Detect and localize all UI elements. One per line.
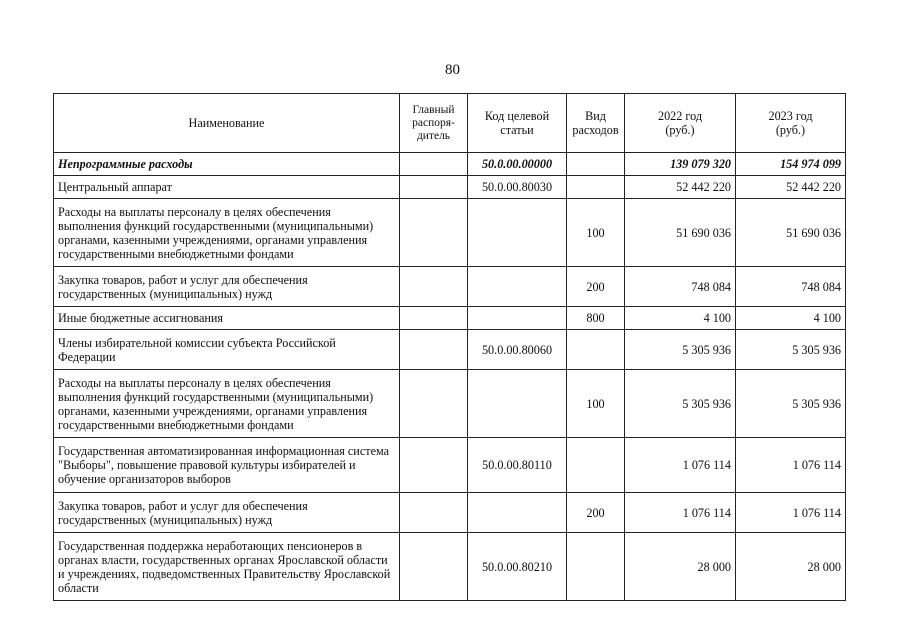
- row-amount-2023: 748 084: [736, 267, 846, 307]
- row-main-manager: [400, 176, 468, 199]
- row-name: Иные бюджетные ассигнования: [54, 307, 400, 330]
- table-row: [54, 153, 846, 176]
- row-amount-2023: 1 076 114: [736, 493, 846, 533]
- row-amount-2022: 748 084: [625, 267, 736, 307]
- header-main-manager-label: Главный распоря-дитель: [412, 103, 455, 142]
- row-main-manager: [400, 199, 468, 267]
- row-target-code: [468, 493, 567, 533]
- row-amount-2023: 1 076 114: [736, 438, 846, 493]
- row-amount-2022: 51 690 036: [625, 199, 736, 267]
- row-expense-type: 100: [567, 370, 625, 438]
- table-row: [54, 370, 846, 438]
- row-target-code: 50.0.00.80060: [468, 330, 567, 370]
- row-target-code: [468, 370, 567, 438]
- header-expense-type: Вид расходов: [567, 94, 625, 153]
- row-amount-2022: 139 079 320: [625, 153, 736, 176]
- page-number: 80: [445, 62, 460, 78]
- row-amount-2022: 4 100: [625, 307, 736, 330]
- row-amount-2023: 154 974 099: [736, 153, 846, 176]
- row-amount-2023: 4 100: [736, 307, 846, 330]
- row-main-manager: [400, 330, 468, 370]
- header-name: Наименование: [54, 94, 400, 153]
- budget-table: [53, 93, 846, 601]
- row-main-manager: [400, 307, 468, 330]
- row-amount-2022: 1 076 114: [625, 493, 736, 533]
- row-name: Закупка товаров, работ и услуг для обеспечения государственных (муниципальных) нужд: [54, 493, 400, 533]
- row-name: Закупка товаров, работ и услуг для обеспечения государственных (муниципальных) нужд: [54, 267, 400, 307]
- row-target-code: 50.0.00.80030: [468, 176, 567, 199]
- table-row: [54, 438, 846, 493]
- row-amount-2023: 28 000: [736, 533, 846, 601]
- row-amount-2022: 5 305 936: [625, 370, 736, 438]
- row-main-manager: [400, 153, 468, 176]
- header-year-2023: 2023 год (руб.): [736, 94, 846, 153]
- row-amount-2022: 28 000: [625, 533, 736, 601]
- row-amount-2023: 5 305 936: [736, 370, 846, 438]
- header-main-manager: [400, 94, 468, 153]
- table-row: [54, 330, 846, 370]
- row-target-code: [468, 267, 567, 307]
- row-expense-type: [567, 438, 625, 493]
- row-main-manager: [400, 370, 468, 438]
- row-expense-type: [567, 176, 625, 199]
- row-name: Члены избирательной комиссии субъекта Российской Федерации: [54, 330, 400, 370]
- row-expense-type: [567, 153, 625, 176]
- row-amount-2023: 52 442 220: [736, 176, 846, 199]
- row-name: Непрограммные расходы: [54, 153, 400, 176]
- row-amount-2023: 51 690 036: [736, 199, 846, 267]
- table-row: [54, 199, 846, 267]
- row-main-manager: [400, 533, 468, 601]
- row-expense-type: 200: [567, 267, 625, 307]
- table-header-row: [54, 94, 846, 153]
- row-name: Государственная поддержка неработающих пенсионеров в органах власти, государственных органах Ярославской области и учреждениях, подведомственных Правительству Ярославской области: [54, 533, 400, 601]
- row-name: Центральный аппарат: [54, 176, 400, 199]
- row-main-manager: [400, 267, 468, 307]
- row-name: Расходы на выплаты персоналу в целях обеспечения выполнения функций государственными (муниципальными) органами, казенными учреждениями, органами управления государственными внебюджетными фондами: [54, 370, 400, 438]
- row-expense-type: 800: [567, 307, 625, 330]
- row-expense-type: [567, 533, 625, 601]
- row-expense-type: 100: [567, 199, 625, 267]
- row-amount-2022: 52 442 220: [625, 176, 736, 199]
- row-target-code: [468, 199, 567, 267]
- row-name: Расходы на выплаты персоналу в целях обеспечения выполнения функций государственными (муниципальными) органами, казенными учреждениями, органами управления государственными внебюджетными фондами: [54, 199, 400, 267]
- row-main-manager: [400, 493, 468, 533]
- table-row: [54, 176, 846, 199]
- row-amount-2022: 5 305 936: [625, 330, 736, 370]
- row-name: Государственная автоматизированная информационная система "Выборы", повышение правовой культуры избирателей и обучение организаторов выборов: [54, 438, 400, 493]
- table-row: [54, 307, 846, 330]
- row-amount-2023: 5 305 936: [736, 330, 846, 370]
- row-main-manager: [400, 438, 468, 493]
- table-row: [54, 267, 846, 307]
- row-expense-type: 200: [567, 493, 625, 533]
- header-year-2022: 2022 год (руб.): [625, 94, 736, 153]
- table-row: [54, 533, 846, 601]
- row-expense-type: [567, 330, 625, 370]
- table-row: [54, 493, 846, 533]
- row-target-code: 50.0.00.80110: [468, 438, 567, 493]
- row-target-code: [468, 307, 567, 330]
- row-target-code: 50.0.00.80210: [468, 533, 567, 601]
- row-amount-2022: 1 076 114: [625, 438, 736, 493]
- row-target-code: 50.0.00.00000: [468, 153, 567, 176]
- header-target-code: Код целевой статьи: [468, 94, 567, 153]
